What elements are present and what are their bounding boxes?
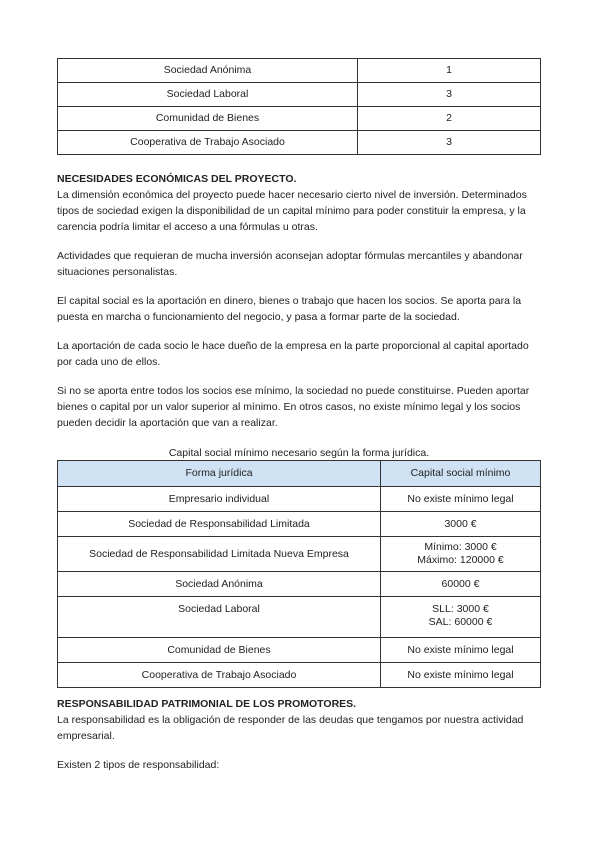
- paragraph: La responsabilidad es la obligación de responder de las deudas que tengamos por nuestra actividad empresarial.: [57, 714, 524, 742]
- cell: Comunidad de Bienes: [58, 107, 358, 131]
- table-row: [58, 131, 541, 155]
- cell: 3: [358, 131, 541, 155]
- section-heading: NECESIDADES ECONÓMICAS DEL PROYECTO.: [57, 173, 297, 185]
- table-caption: Capital social mínimo necesario según la forma jurídica.: [168, 447, 430, 459]
- table-row: [58, 107, 541, 131]
- table-row: [58, 59, 541, 83]
- table-row: [58, 572, 541, 597]
- cell: [381, 597, 541, 638]
- cell: Sociedad Laboral: [58, 83, 358, 107]
- cell-line: Máximo: 120000 €: [417, 554, 504, 566]
- table-header-row: [58, 461, 541, 487]
- cell: 60000 €: [381, 572, 541, 597]
- cell: Empresario individual: [58, 487, 381, 512]
- cell: Sociedad Laboral: [58, 597, 381, 638]
- cell: No existe mínimo legal: [381, 663, 541, 688]
- cell: [381, 537, 541, 572]
- paragraph: Existen 2 tipos de responsabilidad:: [57, 759, 220, 771]
- paragraph: Si no se aporta entre todos los socios ese mínimo, la sociedad no puede constituirse. Pueden aportar bienes o capital por un valor superior al mínimo. En otros casos, no existe mínimo legal y los socios pueden decidir la aportación que van a realizar.: [57, 385, 530, 429]
- section-heading: RESPONSABILIDAD PATRIMONIAL DE LOS PROMOTORES.: [57, 698, 357, 710]
- cell-line: SAL: 60000 €: [428, 616, 493, 628]
- table-row: [58, 638, 541, 663]
- cell: Sociedad de Responsabilidad Limitada Nueva Empresa: [58, 537, 381, 572]
- cell: No existe mínimo legal: [381, 638, 541, 663]
- table-row: [58, 512, 541, 537]
- cell: Comunidad de Bienes: [58, 638, 381, 663]
- header-cell: Forma jurídica: [58, 461, 381, 487]
- cell: 1: [358, 59, 541, 83]
- table-row: [58, 83, 541, 107]
- table-row: [58, 597, 541, 638]
- cell: 3000 €: [381, 512, 541, 537]
- cell: Sociedad Anónima: [58, 59, 358, 83]
- cell: No existe mínimo legal: [381, 487, 541, 512]
- minimum-capital-table: [57, 460, 541, 688]
- cell: Cooperativa de Trabajo Asociado: [58, 131, 358, 155]
- cell-line: Mínimo: 3000 €: [424, 541, 497, 553]
- paragraph: El capital social es la aportación en dinero, bienes o trabajo que hacen los socios. Se aporta para la puesta en marcha o funcionamiento del negocio, y pasa a formar parte de la sociedad.: [57, 295, 522, 323]
- cell: Sociedad Anónima: [58, 572, 381, 597]
- paragraph: Actividades que requieran de mucha inversión aconsejan adoptar fórmulas mercantiles y abandonar situaciones personalistas.: [57, 250, 523, 278]
- paragraph: La aportación de cada socio le hace dueño de la empresa en la parte proporcional al capital aportado por cada uno de ellos.: [57, 340, 529, 368]
- cell-line: SLL: 3000 €: [432, 603, 489, 615]
- cell: Sociedad de Responsabilidad Limitada: [58, 512, 381, 537]
- table-row: [58, 537, 541, 572]
- paragraph: La dimensión económica del proyecto puede hacer necesario cierto nivel de inversión. Determinados tipos de sociedad exigen la disponibilidad de un capital mínimo para poder constituir la empresa, y la carencia podría limitar el acceso a una fórmulas u otras.: [57, 189, 527, 233]
- table-row: [58, 487, 541, 512]
- table-row: [58, 663, 541, 688]
- cell: 2: [358, 107, 541, 131]
- society-count-table: [57, 58, 541, 155]
- section-economic-needs: [57, 171, 543, 444]
- header-cell: Capital social mínimo: [381, 461, 541, 487]
- section-liability: [57, 696, 543, 786]
- cell: Cooperativa de Trabajo Asociado: [58, 663, 381, 688]
- cell: 3: [358, 83, 541, 107]
